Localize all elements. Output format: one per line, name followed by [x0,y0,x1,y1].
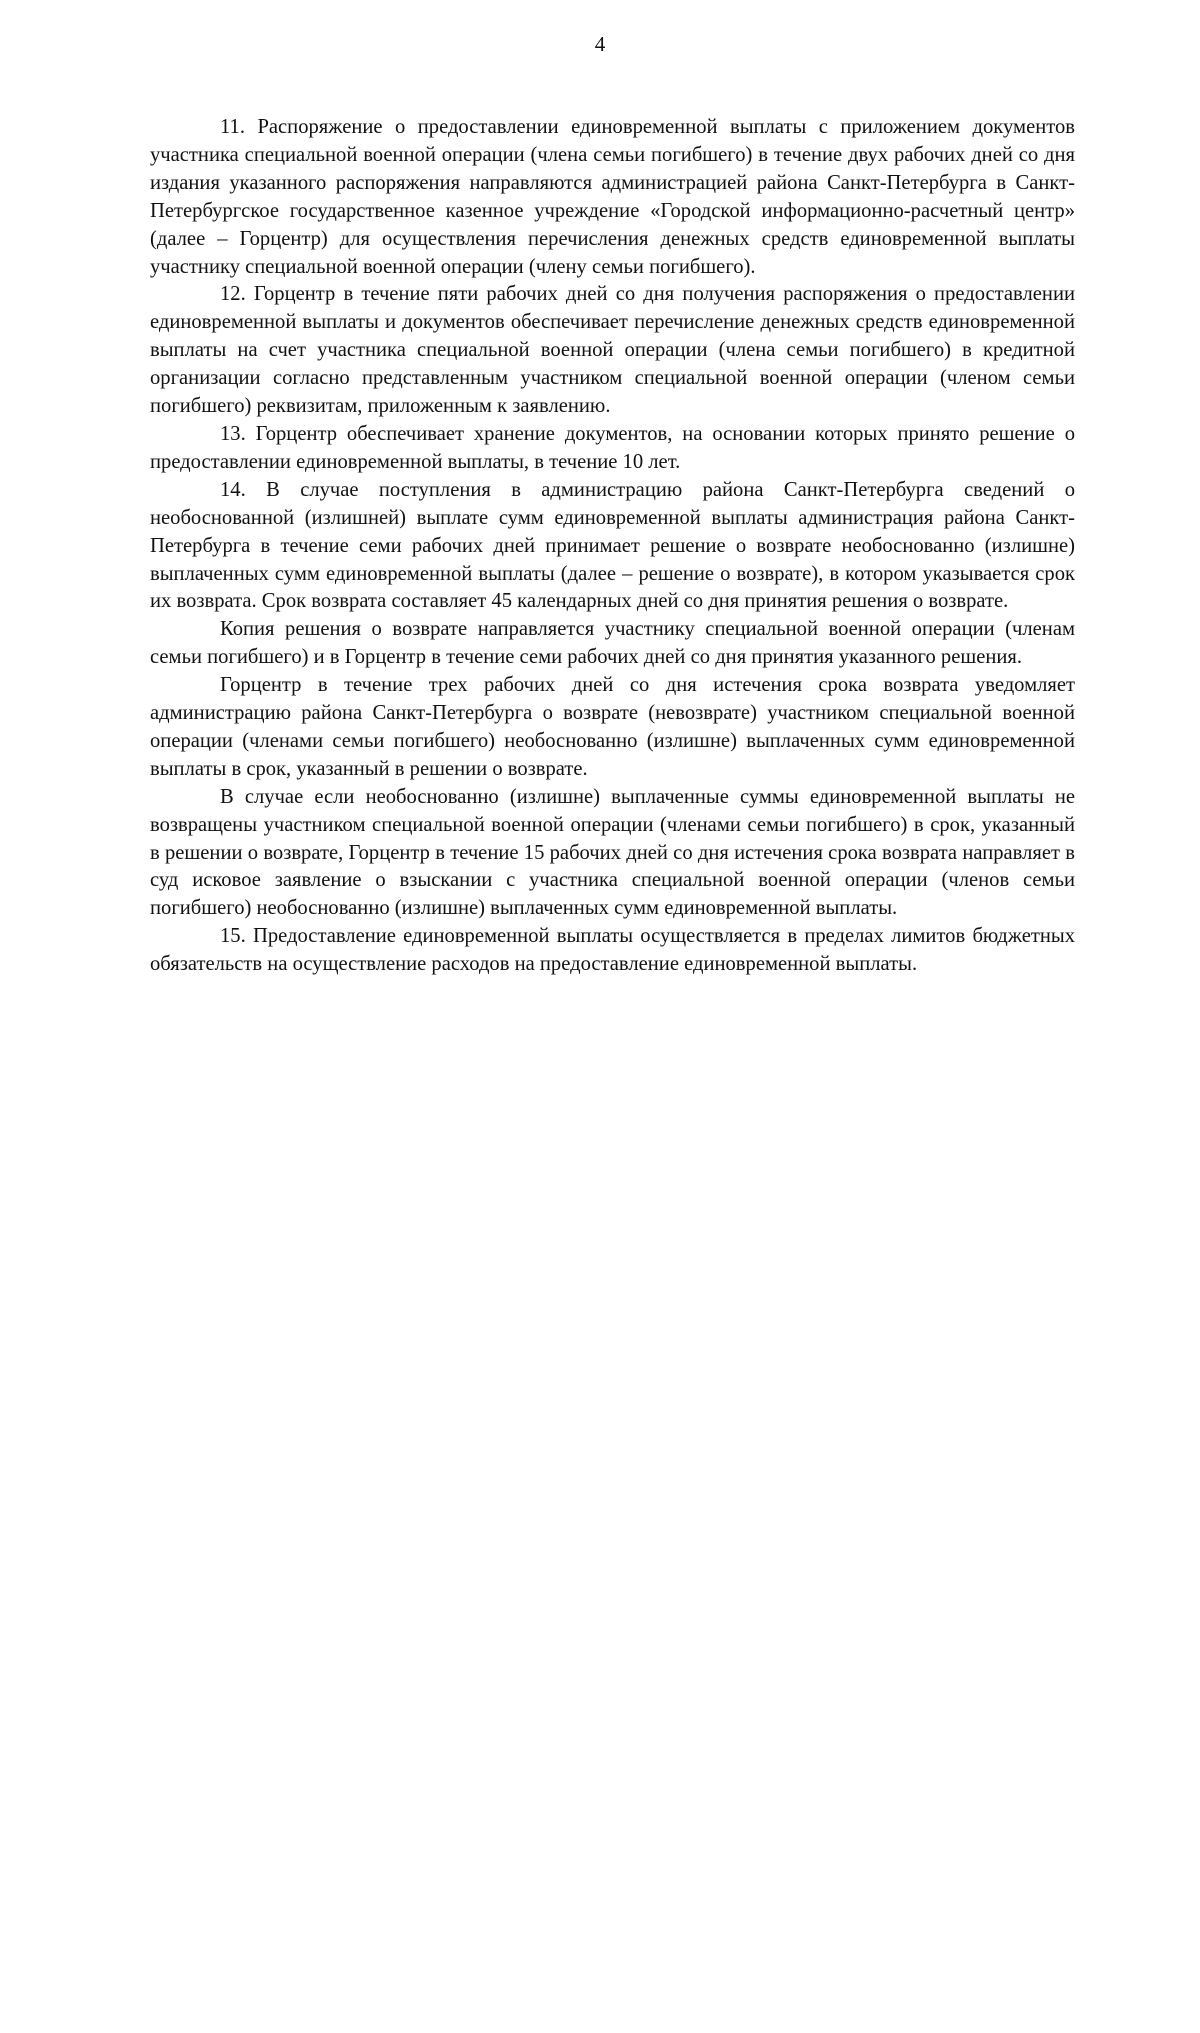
paragraph-14-copy-of-decision: Копия решения о возврате направляется участнику специальной военной операции (членам семьи погибшего) и в Горцентр в течение семи рабочих дней со дня принятия указанного решения. [150,618,1075,669]
paragraph-14: 14. В случае поступления в администрацию района Санкт-Петербурга сведений о необоснованной (излишней) выплате сумм единовременной выплаты администрация района Санкт-Петербурга в течение семи рабочих дней принимает решение о возврате необоснованно (излишне) выплаченных сумм единовременной выплаты (далее – решение о возврате), в котором указывается срок их возврата. Срок возврата составляет 45 календарных дней со дня принятия решения о возврате. [150,478,1075,613]
paragraph-14-lawsuit: В случае если необоснованно (излишне) выплаченные суммы единовременной выплаты не возвращены участником специальной военной операции (членами семьи погибшего) в срок, указанный в решении о возврате, Горцентр в течение 15 рабочих дней со дня истечения срока возврата направляет в суд исковое заявление о взыскании с участника специальной военной операции (членов семьи погибшего) необоснованно (излишне) выплаченных сумм единовременной выплаты. [150,785,1075,920]
page-number: 4 [594,32,606,56]
document-body [150,114,1075,979]
paragraph-14-notification: Горцентр в течение трех рабочих дней со дня истечения срока возврата уведомляет администрацию района Санкт-Петербурга о возврате (невозврате) участником специальной военной операции (членами семьи погибшего) необоснованно (излишне) выплаченных сумм единовременной выплаты в срок, указанный в решении о возврате. [150,674,1075,780]
paragraph-15: 15. Предоставление единовременной выплаты осуществляется в пределах лимитов бюджетных обязательств на осуществление расходов на предоставление единовременной выплаты. [150,925,1075,976]
paragraph-11: 11. Распоряжение о предоставлении единовременной выплаты с приложением документов участника специальной военной операции (члена семьи погибшего) в течение двух рабочих дней со дня издания указанного распоряжения направляются администрацией района Санкт-Петербурга в Санкт-Петербургское государственное казенное учреждение «Городской информационно-расчетный центр» (далее – Горцентр) для осуществления перечисления денежных средств единовременной выплаты участнику специальной военной операции (члену семьи погибшего). [150,116,1075,278]
paragraph-12: 12. Горцентр в течение пяти рабочих дней со дня получения распоряжения о предоставлении единовременной выплаты и документов обеспечивает перечисление денежных средств единовременной выплаты на счет участника специальной военной операции (члена семьи погибшего) в кредитной организации согласно представленным участником специальной военной операции (членом семьи погибшего) реквизитам, приложенным к заявлению. [150,283,1075,418]
paragraph-13: 13. Горцентр обеспечивает хранение документов, на основании которых принято решение о предоставлении единовременной выплаты, в течение 10 лет. [150,422,1075,473]
